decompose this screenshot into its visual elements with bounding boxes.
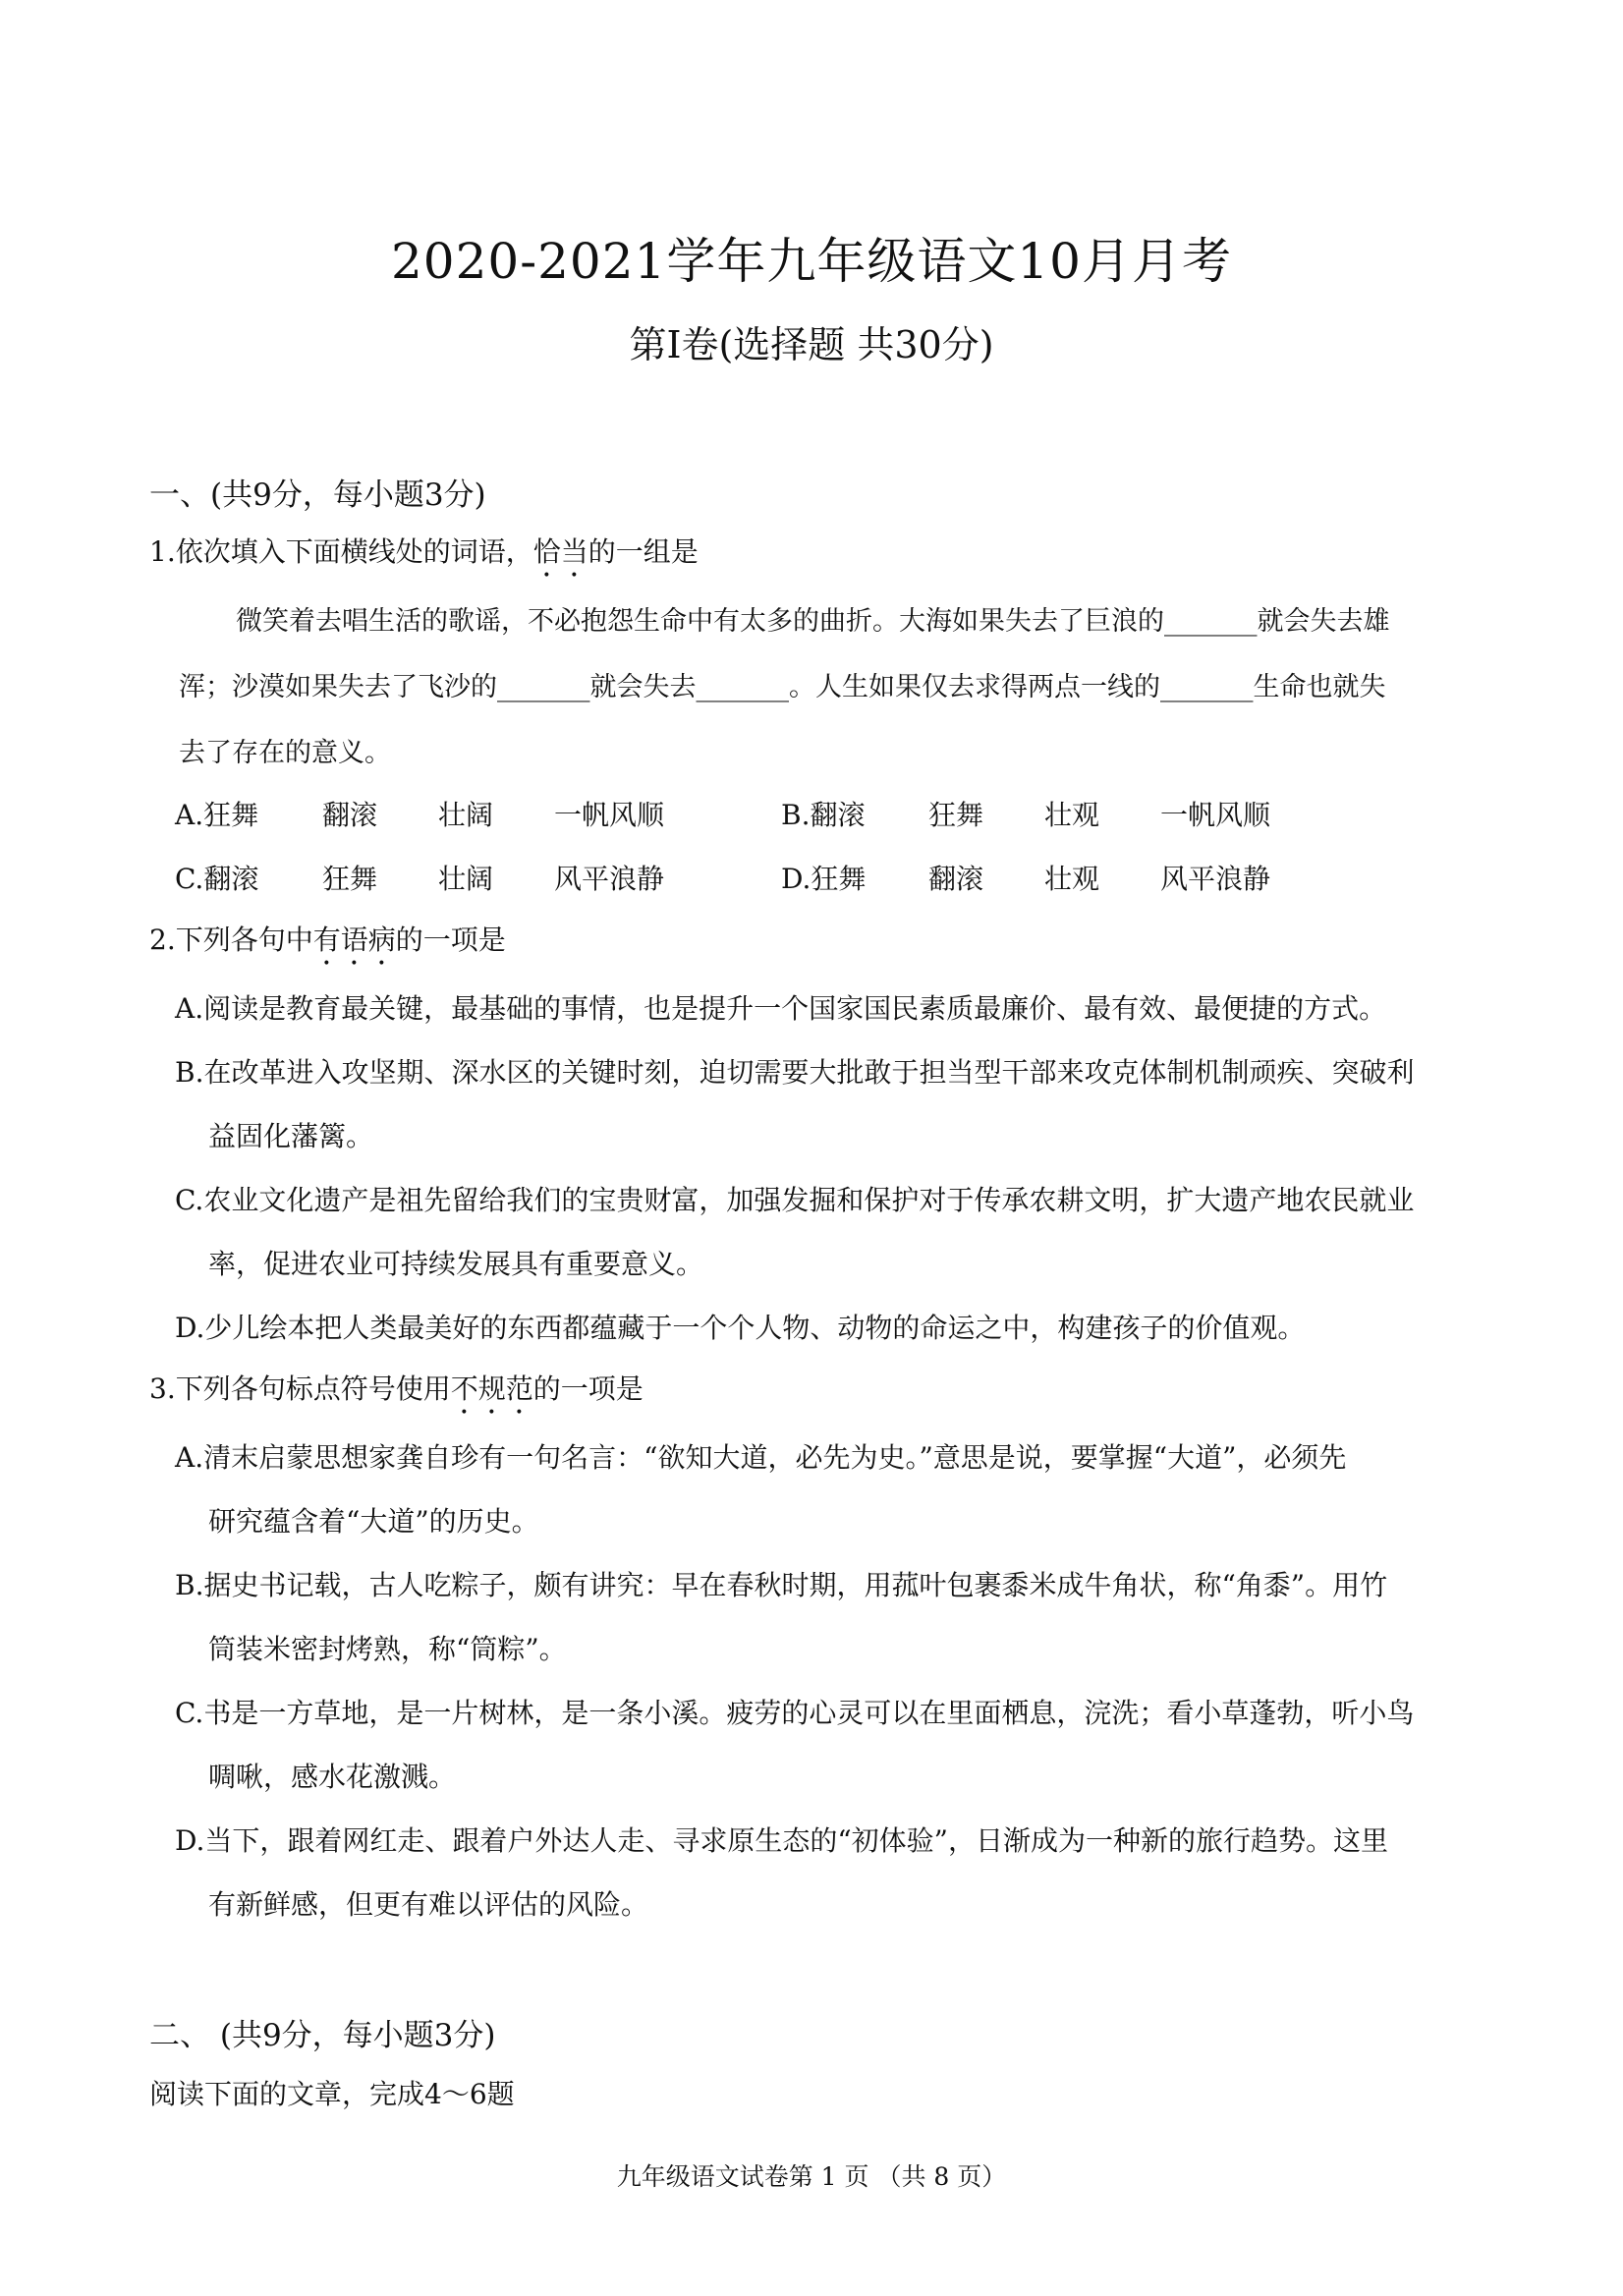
option-b: B.据史书记载，古人吃粽子，颇有讲究：早在春秋时期，用菰叶包裹黍米成牛角状，称“角黍”。用竹 bbox=[175, 1569, 1388, 1601]
stem-text: 的一项是 bbox=[395, 924, 506, 956]
option-d: D.少儿绘本把人类最美好的东西都蕴藏于一个个人物、动物的命运之中，构建孩子的价值观。 bbox=[175, 1312, 1306, 1344]
option-c-continued: 啁啾，感水花激溅。 bbox=[208, 1761, 457, 1793]
question-2-stem bbox=[149, 919, 506, 972]
stem-text: 的一组是 bbox=[588, 535, 699, 568]
stem-text: 3.下列各句标点符号使用 bbox=[149, 1372, 451, 1405]
option-word: 翻滚 bbox=[928, 863, 984, 895]
exam-title: 2020-2021学年九年级语文10月月考 bbox=[390, 233, 1232, 290]
option-a-continued: 研究蕴含着“大道”的历史。 bbox=[208, 1505, 539, 1538]
option-word: D.狂舞 bbox=[781, 863, 867, 895]
reading-instruction: 阅读下面的文章，完成4～6题 bbox=[149, 2078, 515, 2110]
option-a: A.清末启蒙思想家龚自珍有一句名言：“欲知大道，必先为史。”意思是说，要掌握“大道”，必须先 bbox=[175, 1441, 1347, 1474]
option-word: A.狂舞 bbox=[175, 799, 259, 831]
option-word: 一帆风顺 bbox=[554, 799, 665, 831]
option-d-continued: 有新鲜感，但更有难以评估的风险。 bbox=[208, 1888, 649, 1921]
option-word: 壮阔 bbox=[438, 799, 494, 831]
option-word: 一帆风顺 bbox=[1160, 799, 1271, 831]
option-word: B.翻滚 bbox=[781, 799, 866, 831]
stem-text: 的一项是 bbox=[532, 1372, 644, 1405]
passage-line: 浑；沙漠如果失去了飞沙的_______就会失去_______。人生如果仅去求得两点一线的_______生命也就失 bbox=[179, 672, 1386, 702]
option-word: 狂舞 bbox=[928, 799, 984, 831]
option-a: A.阅读是教育最关键，最基础的事情，也是提升一个国家国民素质最廉价、最有效、最便捷的方式。 bbox=[175, 992, 1387, 1025]
emphasized-word: 不规范 bbox=[450, 1372, 533, 1405]
emphasized-word: 恰当 bbox=[532, 535, 588, 568]
option-word: 壮观 bbox=[1044, 863, 1100, 895]
stem-text: 1.依次填入下面横线处的词语， bbox=[149, 535, 533, 568]
option-word: 风平浪静 bbox=[554, 863, 665, 895]
option-c: C.农业文化遗产是祖先留给我们的宝贵财富，加强发掘和保护对于传承农耕文明，扩大遗产地农民就业 bbox=[175, 1184, 1415, 1216]
option-b: B.在改革进入攻坚期、深水区的关键时刻，迫切需要大批敢于担当型干部来攻克体制机制顽疾、突破利 bbox=[175, 1056, 1415, 1089]
question-1-stem bbox=[149, 531, 699, 584]
option-word: C.翻滚 bbox=[175, 863, 259, 895]
page-footer: 九年级语文试卷第 1 页 （共 8 页） bbox=[616, 2162, 1007, 2191]
option-word: 壮观 bbox=[1044, 799, 1100, 831]
option-word: 翻滚 bbox=[322, 799, 378, 831]
option-b-continued: 益固化藩篱。 bbox=[208, 1120, 374, 1152]
option-word: 风平浪静 bbox=[1160, 863, 1271, 895]
passage-line: 微笑着去唱生活的歌谣，不必抱怨生命中有太多的曲折。大海如果失去了巨浪的_______就会失去雄 bbox=[236, 606, 1390, 637]
option-d: D.当下，跟着网红走、跟着户外达人走、寻求原生态的“初体验”，日渐成为一种新的旅行趋势。这里 bbox=[175, 1824, 1388, 1857]
option-word: 狂舞 bbox=[322, 863, 378, 895]
option-c: C.书是一方草地，是一片树林，是一条小溪。疲劳的心灵可以在里面栖息，浣洗；看小草蓬勃，听小鸟 bbox=[175, 1697, 1415, 1729]
passage-line: 去了存在的意义。 bbox=[179, 738, 391, 768]
option-word: 壮阔 bbox=[438, 863, 494, 895]
emphasized-word: 有语病 bbox=[312, 924, 396, 956]
option-c-continued: 率，促进农业可持续发展具有重要意义。 bbox=[208, 1248, 704, 1280]
paper-subtitle: 第Ⅰ卷(选择题 共30分) bbox=[629, 323, 994, 366]
section-1-heading: 一、(共9分，每小题3分) bbox=[149, 477, 486, 513]
option-b-continued: 筒装米密封烤熟，称“筒粽”。 bbox=[208, 1633, 567, 1665]
stem-text: 2.下列各句中 bbox=[149, 924, 313, 956]
question-3-stem bbox=[149, 1368, 644, 1421]
section-2-heading: 二、 (共9分，每小题3分) bbox=[149, 2018, 496, 2053]
